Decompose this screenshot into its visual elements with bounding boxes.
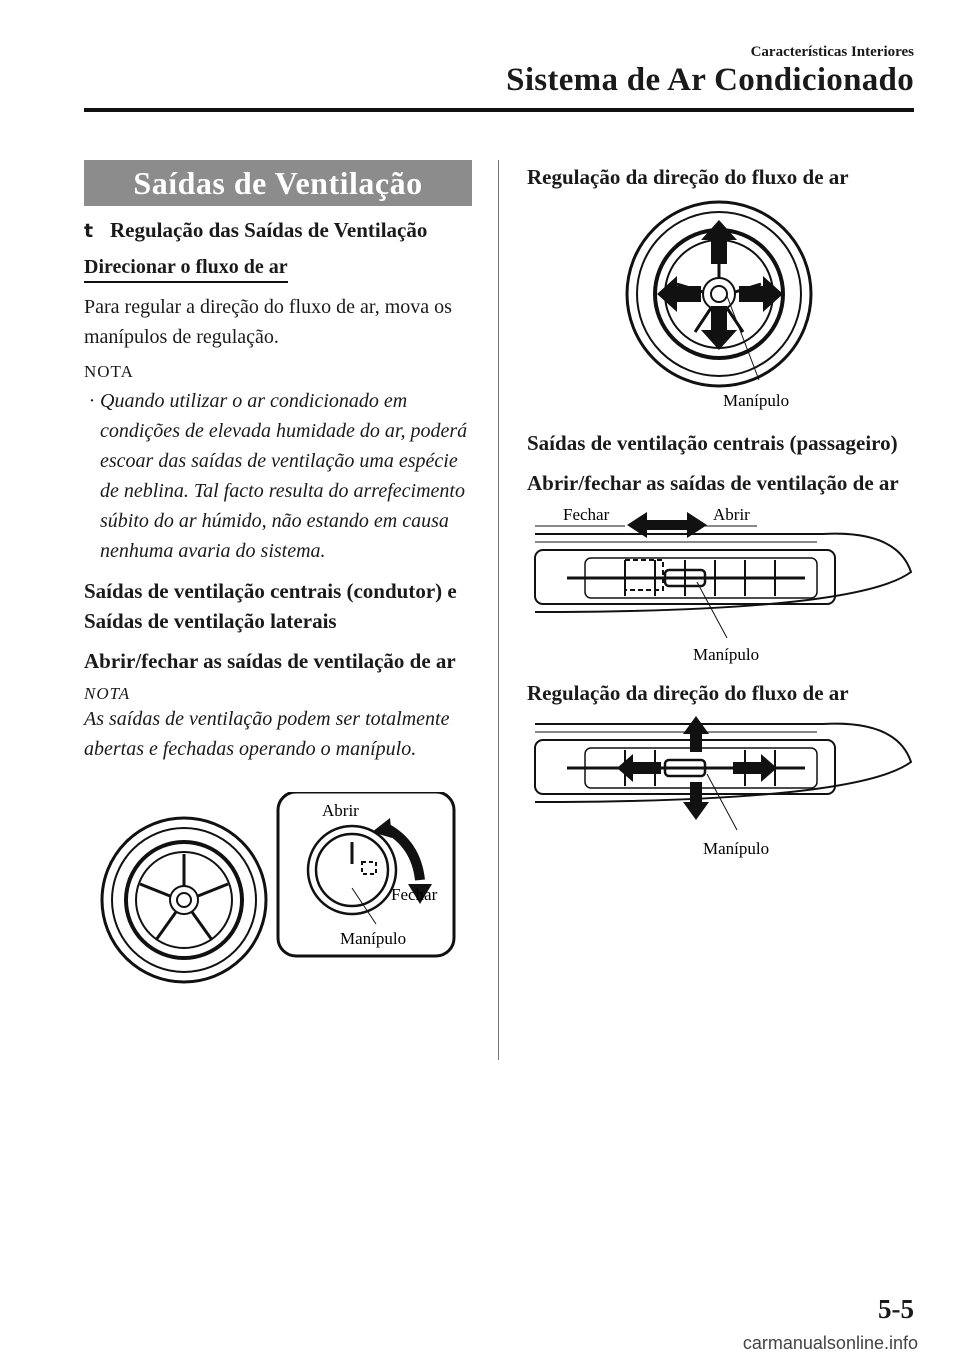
central-driver-heading: Saídas de ventilação centrais (condutor) e Saídas de ventilação laterais — [84, 579, 457, 633]
page-title: Sistema de Ar Condicionado — [506, 62, 914, 98]
fig1-knob-label: Manípulo — [340, 929, 407, 948]
horizontal-vent-open-close-figure — [527, 500, 917, 670]
fig4-knob-label: Manípulo — [703, 839, 770, 858]
direction-heading-1: Regulação da direção do fluxo de ar — [527, 165, 849, 189]
fig1-close-label: Fechar — [391, 885, 438, 904]
bullet-dot-icon: · — [88, 390, 96, 412]
horizontal-vent-direction-figure — [527, 710, 917, 880]
open-close-heading-right: Abrir/fechar as saídas de ventilação de ar — [527, 471, 899, 495]
subsection-heading — [84, 218, 472, 243]
open-close-heading: Abrir/fechar as saídas de ventilação de ar — [84, 649, 456, 673]
subsection-title: Regulação das Saídas de Ventilação — [110, 218, 428, 242]
direction-heading-2: Regulação da direção do fluxo de ar — [527, 681, 849, 705]
fig1-open-label: Abrir — [322, 801, 359, 820]
note-text-2: As saídas de ventilação podem ser totalmente abertas e fechadas operando o manípulo. — [84, 708, 450, 760]
note-heading: NOTA — [84, 362, 134, 381]
section-banner: Saídas de Ventilação — [84, 160, 472, 206]
direct-airflow-title: Direcionar o fluxo de ar — [84, 256, 288, 283]
round-vent-figure — [84, 792, 472, 992]
passenger-heading: Saídas de ventilação centrais (passageiro) — [527, 431, 898, 455]
direct-airflow-text: Para regular a direção do fluxo de ar, mova os manípulos de regulação. — [84, 296, 452, 348]
fig3-open-label: Abrir — [713, 505, 750, 524]
chapter-label: Características Interiores — [750, 44, 914, 60]
fig3-knob-label: Manípulo — [693, 645, 760, 664]
note-bullet-text: Quando utilizar o ar condicionado em condições de elevada humidade do ar, poderá escoar das saídas de ventilação uma espécie de neblina. Tal facto resulta do arrefecimento súbito do ar húmido, não estando em causa nenhuma avaria do sistema. — [100, 390, 468, 562]
page-number: 5-5 — [878, 1294, 914, 1324]
column-divider — [498, 160, 499, 1060]
left-column — [84, 160, 472, 992]
note-bullet — [84, 386, 472, 566]
note-heading-2: NOTA — [84, 684, 131, 703]
subsection-marker-icon: t — [84, 219, 94, 242]
fig3-close-label: Fechar — [563, 505, 610, 524]
header-rule — [84, 108, 914, 112]
round-vent-direction-figure — [527, 194, 917, 416]
fig2-knob-label: Manípulo — [723, 391, 790, 410]
right-column — [527, 160, 917, 880]
watermark: carmanualsonline.info — [742, 1333, 918, 1353]
